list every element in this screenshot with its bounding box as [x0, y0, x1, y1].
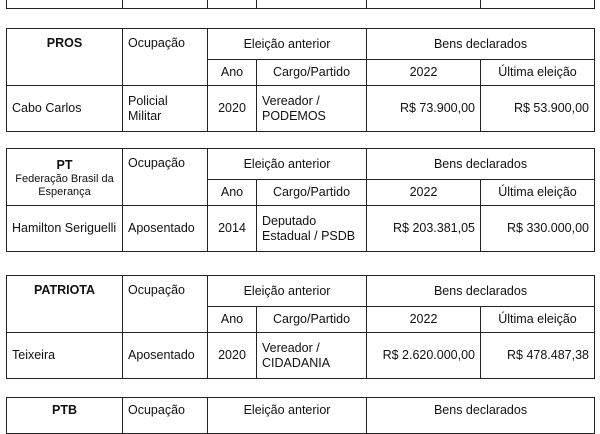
table-row — [7, 333, 595, 379]
candidate-assets-last: R$ 330.000,00 — [481, 206, 595, 252]
year-header: Ano — [208, 180, 257, 206]
office-party-header: Cargo/Partido — [257, 307, 367, 333]
year-header: Ano — [208, 307, 257, 333]
candidate-name: Cabo Carlos — [7, 86, 123, 132]
party-name: PATRIOTA — [33, 283, 96, 297]
assets-last-election-header: Última eleição — [481, 60, 595, 86]
assets-2022-header: 2022 — [367, 60, 481, 86]
candidate-previous-office: Vereador / CIDADANIA — [257, 333, 367, 379]
party-name-cell — [7, 398, 123, 434]
candidate-previous-year: 2014 — [208, 206, 257, 252]
occupation-header: Ocupação — [123, 276, 208, 333]
party-name-cell — [7, 276, 123, 333]
previous-party-table-fragment — [6, 0, 595, 9]
party-name: PT — [56, 158, 73, 172]
party-table-ptb — [6, 397, 595, 434]
occupation-cell — [123, 0, 208, 9]
candidate-name: Hamilton Seriguelli — [7, 206, 123, 252]
candidate-name-cell — [7, 0, 123, 9]
previous-election-header: Eleição anterior — [208, 29, 367, 60]
party-name: PROS — [46, 36, 83, 50]
party-name: PTB — [52, 403, 77, 417]
assets-last-cell — [481, 0, 595, 9]
party-table-pros — [6, 28, 595, 132]
candidate-assets-2022: R$ 73.900,00 — [367, 86, 481, 132]
candidate-assets-2022: R$ 203.381,05 — [367, 206, 481, 252]
candidate-assets-last: R$ 478.487,38 — [481, 333, 595, 379]
candidate-name: Teixeira — [7, 333, 123, 379]
party-table-pt — [6, 148, 595, 252]
assets-2022-cell — [367, 0, 481, 9]
assets-2022-header: 2022 — [367, 180, 481, 206]
assets-2022-header: 2022 — [367, 307, 481, 333]
assets-last-election-header: Última eleição — [481, 180, 595, 206]
party-name-cell — [7, 29, 123, 86]
previous-election-header: Eleição anterior — [208, 276, 367, 307]
declared-assets-header: Bens declarados — [367, 398, 595, 434]
occupation-header: Ocupação — [123, 29, 208, 86]
candidate-previous-year: 2020 — [208, 333, 257, 379]
office-party-header: Cargo/Partido — [257, 180, 367, 206]
party-federation-subtitle: Federação Brasil da Esperança — [15, 173, 114, 198]
declared-assets-header: Bens declarados — [367, 276, 595, 307]
occupation-header: Ocupação — [123, 398, 208, 434]
candidate-assets-last: R$ 53.900,00 — [481, 86, 595, 132]
office-party-header: Cargo/Partido — [257, 60, 367, 86]
candidate-previous-office: Deputado Estadual / PSDB — [257, 206, 367, 252]
year-header: Ano — [208, 60, 257, 86]
previous-election-header: Eleição anterior — [208, 149, 367, 180]
candidate-occupation: Policial Militar — [123, 86, 208, 132]
office-cell — [257, 0, 367, 9]
declared-assets-header: Bens declarados — [367, 149, 595, 180]
previous-election-header: Eleição anterior — [208, 398, 367, 434]
table-row — [7, 86, 595, 132]
declared-assets-header: Bens declarados — [367, 29, 595, 60]
party-table-patriota — [6, 275, 595, 379]
candidate-previous-year: 2020 — [208, 86, 257, 132]
candidate-occupation: Aposentado — [123, 333, 208, 379]
candidate-assets-2022: R$ 2.620.000,00 — [367, 333, 481, 379]
party-name-cell — [7, 149, 123, 206]
candidate-previous-office: Vereador / PODEMOS — [257, 86, 367, 132]
assets-last-election-header: Última eleição — [481, 307, 595, 333]
occupation-header: Ocupação — [123, 149, 208, 206]
year-cell — [208, 0, 257, 9]
table-row — [7, 206, 595, 252]
candidate-occupation: Aposentado — [123, 206, 208, 252]
